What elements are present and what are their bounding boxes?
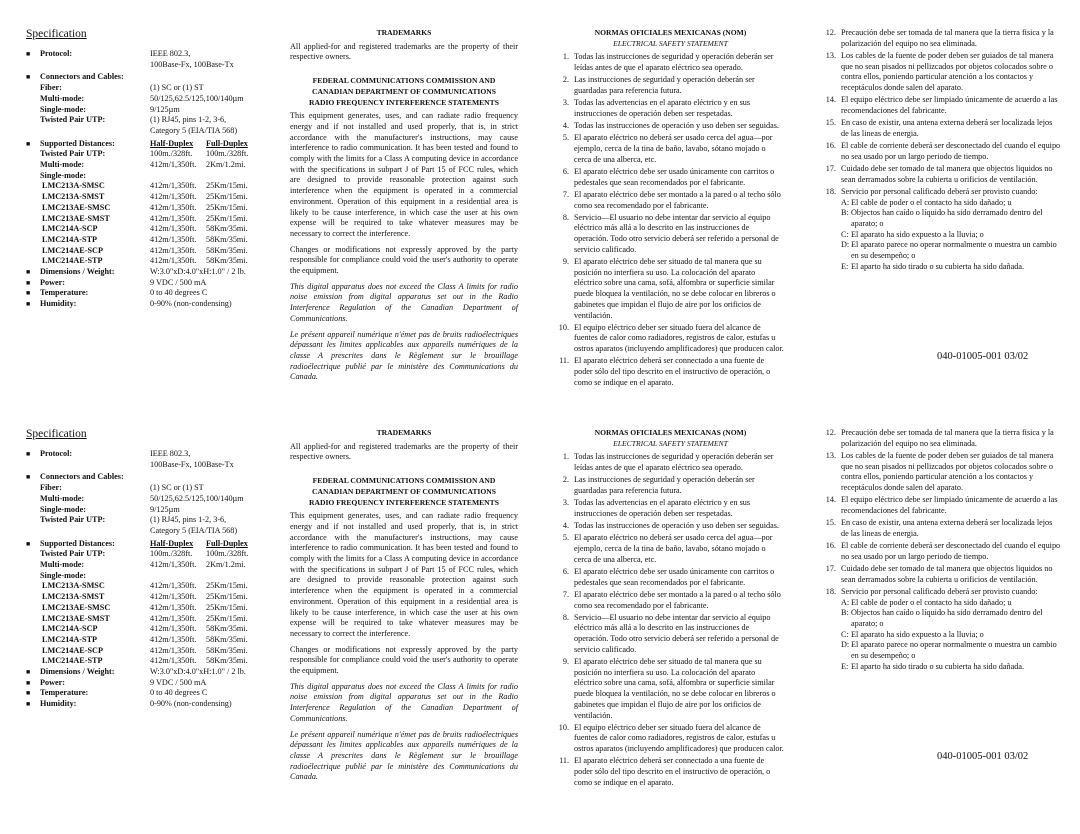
list-item: 8. Servicio—El usuario no debe intentar dar servicio al equipo eléctrico más allá a lo descrito en las instrucciones de operación. Todo otro servicio deberá ser referido a personal de servicio calificado. — [562, 212, 779, 254]
model-row: LMC214A-SCP 412m/1,350ft. 58Km/35mi. — [42, 624, 248, 634]
list-item: 4. Todas las instrucciones de operación y uso deben ser seguidas. — [562, 521, 779, 531]
nom-column-continued — [823, 428, 1061, 674]
model-row: LMC214A-STP 412m/1,350ft. 58Km/35mi. — [42, 634, 248, 644]
model-row: LMC213A-SMST 412m/1,350ft. 25Km/15mi. — [42, 192, 248, 202]
specification-column — [26, 428, 266, 710]
list-item: 17. Cuidado debe ser tomado de tal manera que objectos liquidos no sean derramados sobre la cubierta u orificios de ventilación. — [825, 163, 1053, 184]
spec-row-multimode: Multi-mode: 50/125,62.5/125,100/140µm — [40, 93, 244, 103]
fcc-title-1: FEDERAL COMMUNICATIONS COMMISSION AND — [312, 76, 496, 86]
list-item: 9. El aparato eléctrico debe ser situado de tal manera que su posición no interfiera su uso. La colocación del aparato eléctrico sobre una cama, sofá, alfombra or superficie similar puede bloquea la ventilación, no se debe colocar en libreros o gabinetes que impidan el flujo de aire por los orificios de ventilación. — [562, 257, 776, 320]
spec-row-twisted-pair-cont: Category 5 (EIA/TIA 568) — [150, 525, 238, 535]
nom-column — [557, 428, 784, 790]
model-row: LMC214AE-STP 412m/1,350ft. 58Km/35mi. — [42, 656, 248, 666]
sub-item: E: El aparto ha sido tirado o su cubierta ha sido dañada. — [841, 661, 1025, 671]
trademarks-title: TRADEMARKS — [376, 28, 432, 37]
sub-item: B: Objectos han caído o líquido ha sido derramado dentro del aparato; o — [841, 208, 1043, 228]
list-item: 11. El aparato eléctrico deberá ser connectado a una fuente de poder sólo del tipo descrito en el instructivo de operación, o como se indique en el aparato. — [559, 356, 771, 387]
trademarks-title: TRADEMARKS — [376, 428, 432, 437]
list-item: 10. El equipo eléctrico deber ser situado fuera del alcance de fuentes de calor como radiadores, registros de calor, estufas u ostros aparatos (incluyendo amplificadores) que producen calor. — [558, 722, 784, 754]
fcc-paragraph-2: Changes or modifications not expressly approved by the party responsible for compliance could void the user's authority to operate the equipment. — [290, 644, 518, 676]
model-row: LMC213A-SMSC 412m/1,350ft. 25Km/15mi. — [42, 581, 248, 591]
list-item: 3. Todas las advertencias en el aparato eléctrico y en sus instrucciones de operación deben ser respetadas. — [562, 98, 751, 118]
fcc-paragraph-3: This digital apparatus does not exceed the Class A limits for radio noise emission from digital apparatus set out in the Radio Interference Regulation of the Canadian Department of Communications. — [290, 681, 518, 723]
document-panel-bottom — [0, 400, 1080, 810]
spec-row-dist-sm: Single-mode: — [40, 170, 86, 180]
spec-row-dist-mm: Multi-mode: 412m/1,350ft. 2Km/1.2mi. — [40, 160, 246, 170]
spec-row-dimensions: ■ Dimensions / Weight: W:3.0"xD:4.0"xH:1.0" / 2 lb. — [26, 667, 266, 678]
list-item: 7. El aparato eléctrico debe ser montado a la pared o al techo sólo como sea recomendado por el fabricante. — [562, 189, 781, 210]
model-row: LMC213A-SMSC 412m/1,350ft. 25Km/15mi. — [42, 181, 248, 191]
list-item: 9. El aparato eléctrico debe ser situado de tal manera que su posición no interfiera su uso. La colocación del aparato eléctrico sobre una cama, sofá, alfombra or superficie similar puede bloquea la ventilación, no se debe colocar en libreros o gabinetes que impidan el flujo de aire por los orificios de ventilación. — [562, 657, 776, 720]
document-number: 040-01005-001 03/02 — [937, 351, 1029, 362]
trademarks-text: All applied-for and registered trademarks are the property of their respective owners. — [290, 441, 518, 462]
fcc-title-2: CANADIAN DEPARTMENT OF COMMUNICATIONS — [311, 486, 497, 496]
spec-row-dist-mm: Multi-mode: 412m/1,350ft. 2Km/1.2mi. — [40, 560, 246, 570]
document-panel-top — [0, 0, 1080, 410]
list-item: 16. El cable de corriente deberá ser desconectado del cuando el equipo no sea usado por un largo periodo de tiempo. — [825, 541, 1061, 561]
spec-row-power: ■ Power: 9 VDC / 500 mA — [26, 278, 266, 289]
spec-row-twisted-pair-cont: Category 5 (EIA/TIA 568) — [150, 125, 238, 135]
list-item: 12. Precaución debe ser tomada de tal manera que la tierra fisica y la polarización del equipo no sea eliminada. — [825, 28, 1054, 48]
spec-row-humidity: ■ Humidity: 0-90% (non-condensing) — [26, 699, 266, 710]
list-item: 12. Precaución debe ser tomada de tal manera que la tierra fisica y la polarización del equipo no sea eliminada. — [825, 428, 1054, 448]
spec-row-protocol-cont: 100Base-Fx, 100Base-Tx — [150, 59, 234, 69]
nom-title: NORMAS OFICIALES MEXICANAS (NOM) — [594, 28, 747, 37]
document-number: 040-01005-001 03/02 — [937, 751, 1029, 762]
nom-subtitle: ELECTRICAL SAFETY STATEMENT — [613, 438, 728, 448]
list-item: 14. El equipo eléctrico debe ser limpiado únicamente de acuerdo a las recomendaciones del fabricante. — [825, 95, 1058, 115]
spec-row-protocol: ■ Protocol: IEEE 802.3, — [26, 49, 266, 60]
fcc-paragraph-1: This equipment generates, uses, and can radiate radio frequency energy and if not installed and used properly, that is, in strict accordance with the manufacturer's instructions, may cause interference to radio communication. It has been tested and found to comply with the limits for a Class A computing device in accordance with the specifications in subpart J of Part 15 of FCC rules, which are designed to provide reasonable protection against such interference when the equipment is operated in a commercial environment. Operation of this equipment in a residential area is likely to be cause interference, in which case the user at his own expense will be required to take whatever measures may be necessary to correct the interference. — [290, 511, 518, 638]
model-row: LMC213AE-SMST 412m/1,350ft. 25Km/15mi. — [42, 613, 248, 623]
model-row: LMC214AE-SCP 412m/1,350ft. 58Km/35mi. — [42, 245, 248, 255]
model-row: LMC214AE-STP 412m/1,350ft. 58Km/35mi. — [42, 256, 248, 266]
list-item: 13. Los cables de la fuente de poder deben ser guiados de tal manera que no sean pisados ni pellizcados por objetos colocados sobre o contra ellos, poniendo particular atención a los contactos y receptáculos donde salen del aparato. — [825, 450, 1054, 493]
sub-item: E: El aparto ha sido tirado o su cubierta ha sido dañada. — [841, 261, 1025, 271]
nom-list — [557, 452, 784, 788]
list-item: 1. Todas las instrucciones de seguridad y operación deberán ser leídas antes de que el aparato eléctrico sea operado. — [562, 52, 774, 73]
list-item: 18. Servicio por personal calificado deberá ser provisto cuando: A: El cable de poder o el contacto ha sido dañado; u B: Objectos han caído o líquido ha sido derramado dentro del aparato; o C: El aparato ha sido expuesto a la lluvia; o D: El aparato parece no operar normalmente o muestra un cambio en su desempeño; o E: El aparto ha sido tirado o su cubierta ha sido dañada. — [823, 187, 1061, 273]
spec-row-dist-tp: Twisted Pair UTP: 100m./328ft. 100m./328ft. — [40, 549, 249, 559]
nom-column-continued — [823, 28, 1061, 274]
trademarks-text: All applied-for and registered trademarks are the property of their respective owners. — [290, 41, 518, 62]
spec-row-fiber: Fiber: (1) SC or (1) ST — [40, 483, 204, 493]
model-row: LMC213AE-SMSC 412m/1,350ft. 25Km/15mi. — [42, 602, 248, 612]
list-item: 18. Servicio por personal calificado deberá ser provisto cuando: A: El cable de poder o el contacto ha sido dañado; u B: Objectos han caído o líquido ha sido derramado dentro del aparato; o C: El aparato ha sido expuesto a la lluvia; o D: El aparato parece no operar normalmente o muestra un cambio en su desempeño; o E: El aparto ha sido tirado o su cubierta ha sido dañada. — [823, 587, 1061, 673]
list-item: 8. Servicio—El usuario no debe intentar dar servicio al equipo eléctrico más allá a lo descrito en las instrucciones de operación. Todo otro servicio deberá ser referido a personal de servicio calificado. — [562, 612, 779, 654]
specification-title: Specification — [26, 28, 87, 40]
fcc-title-1: FEDERAL COMMUNICATIONS COMMISSION AND — [312, 476, 496, 486]
nom-list — [557, 52, 784, 388]
spec-row-twisted-pair: Twisted Pair UTP: (1) RJ45, pins 1-2, 3-6, — [40, 115, 227, 125]
list-item: 7. El aparato eléctrico debe ser montado a la pared o al techo sólo como sea recomendado por el fabricante. — [562, 589, 781, 610]
trademarks-column — [290, 28, 518, 388]
spec-row-connectors: ■ Connectors and Cables: — [26, 472, 266, 483]
fcc-paragraph-2: Changes or modifications not expressly approved by the party responsible for compliance could void the user's authority to operate the equipment. — [290, 244, 518, 276]
fcc-title-2: CANADIAN DEPARTMENT OF COMMUNICATIONS — [311, 86, 497, 96]
model-row: LMC213AE-SMSC 412m/1,350ft. 25Km/15mi. — [42, 202, 248, 212]
list-item: 2. Las instrucciones de seguridad y operación deberán ser guardadas para referencia futura. — [562, 475, 755, 496]
sub-item: C: El aparato ha sido expuesto a la lluvia; o — [841, 629, 984, 639]
model-row: LMC214A-SCP 412m/1,350ft. 58Km/35mi. — [42, 224, 248, 234]
sub-item: A: El cable de poder o el contacto ha sido dañado; u — [841, 197, 1012, 207]
spec-row-power: ■ Power: 9 VDC / 500 mA — [26, 678, 266, 689]
spec-row-protocol-cont: 100Base-Fx, 100Base-Tx — [150, 459, 234, 469]
list-item: 3. Todas las advertencias en el aparato eléctrico y en sus instrucciones de operación deben ser respetadas. — [562, 498, 751, 518]
sub-item: D: El aparato parece no operar normalmente o muestra un cambio en su desempeño; o — [841, 240, 1057, 261]
list-item: 1. Todas las instrucciones de seguridad y operación deberán ser leídas antes de que el aparato eléctrico sea operado. — [562, 452, 774, 473]
model-row: LMC214A-STP 412m/1,350ft. 58Km/35mi. — [42, 234, 248, 244]
specification-column — [26, 28, 266, 310]
spec-row-humidity: ■ Humidity: 0-90% (non-condensing) — [26, 299, 266, 310]
spec-row-singlemode: Single-mode: 9/125µm — [40, 504, 180, 514]
list-item: 14. El equipo eléctrico debe ser limpiado únicamente de acuerdo a las recomendaciones del fabricante. — [825, 495, 1058, 515]
trademarks-column — [290, 428, 518, 788]
fcc-paragraph-3: This digital apparatus does not exceed the Class A limits for radio noise emission from digital apparatus set out in the Radio Interference Regulation of the Canadian Department of Communications. — [290, 281, 518, 323]
list-item: 5. El aparato eléctrico no deberá ser usado cerca del agua—por ejemplo, cerca de la tina de baño, lavabo, sótano mojado o cerca de una alberca, etc. — [562, 533, 773, 564]
list-item: 10. El equipo eléctrico deber ser situado fuera del alcance de fuentes de calor como radiadores, registros de calor, estufas u ostros aparatos (incluyendo amplificadores) que producen calor. — [558, 322, 784, 354]
sub-item: D: El aparato parece no operar normalmente o muestra un cambio en su desempeño; o — [841, 640, 1057, 661]
model-row: LMC214AE-SCP 412m/1,350ft. 58Km/35mi. — [42, 645, 248, 655]
spec-row-temperature: ■ Temperature: 0 to 40 degrees C — [26, 288, 266, 299]
spec-row-fiber: Fiber: (1) SC or (1) ST — [40, 83, 204, 93]
fcc-title-3: RADIO FREQUENCY INTERFERENCE STATEMENTS — [309, 97, 499, 107]
list-item: 6. El aparato eléctrico debe ser usado únicamente con carritos o pedestales que sean recomendados por el fabricante. — [562, 566, 775, 587]
specification-title: Specification — [26, 428, 87, 440]
nom-column — [557, 28, 784, 390]
spec-row-distances: ■ Supported Distances: Half-Duplex Full-Duplex — [26, 139, 266, 150]
model-row: LMC213AE-SMST 412m/1,350ft. 25Km/15mi. — [42, 213, 248, 223]
fcc-paragraph-4: Le présent appareil numérique n'émet pas de bruits radioélectriques dépassant les limites applicables aux appareils numériques de la classe A prescrites dans le Règlement sur le brouillage radioélectrique publié par le ministère des Communications du Canada. — [290, 729, 518, 782]
list-item: 4. Todas las instrucciones de operación y uso deben ser seguidas. — [562, 121, 779, 131]
fcc-title-3: RADIO FREQUENCY INTERFERENCE STATEMENTS — [309, 497, 499, 507]
list-item: 13. Los cables de la fuente de poder deben ser guiados de tal manera que no sean pisados ni pellizcados por objetos colocados sobre o contra ellos, poniendo particular atención a los contactos y receptáculos donde salen del aparato. — [825, 50, 1054, 93]
spec-row-connectors: ■ Connectors and Cables: — [26, 72, 266, 83]
sub-item: B: Objectos han caído o líquido ha sido derramado dentro del aparato; o — [841, 608, 1043, 628]
list-item: 15. En caso de existir, una antena externa deberá ser localizada lejos de las lineas de energia. — [825, 118, 1053, 138]
list-item: 16. El cable de corriente deberá ser desconectado del cuando el equipo no sea usado por un largo periodo de tiempo. — [825, 141, 1061, 161]
nom-title: NORMAS OFICIALES MEXICANAS (NOM) — [594, 428, 747, 437]
spec-row-dist-tp: Twisted Pair UTP: 100m./328ft. 100m./328ft. — [40, 149, 249, 159]
spec-row-twisted-pair: Twisted Pair UTP: (1) RJ45, pins 1-2, 3-6, — [40, 515, 227, 525]
nom-list-continued — [823, 28, 1061, 272]
spec-row-multimode: Multi-mode: 50/125,62.5/125,100/140µm — [40, 493, 244, 503]
spec-row-distances: ■ Supported Distances: Half-Duplex Full-Duplex — [26, 539, 266, 550]
list-item: 5. El aparato eléctrico no deberá ser usado cerca del agua—por ejemplo, cerca de la tina de baño, lavabo, sótano mojado o cerca de una alberca, etc. — [562, 133, 773, 164]
nom-list-continued — [823, 428, 1061, 672]
list-item: 2. Las instrucciones de seguridad y operación deberán ser guardadas para referencia futura. — [562, 75, 755, 96]
nom-subtitle: ELECTRICAL SAFETY STATEMENT — [613, 38, 728, 48]
spec-row-protocol: ■ Protocol: IEEE 802.3, — [26, 449, 266, 460]
model-row: LMC213A-SMST 412m/1,350ft. 25Km/15mi. — [42, 592, 248, 602]
fcc-paragraph-1: This equipment generates, uses, and can radiate radio frequency energy and if not installed and used properly, that is, in strict accordance with the manufacturer's instructions, may cause interference to radio communication. It has been tested and found to comply with the limits for a Class A computing device in accordance with the specifications in subpart J of Part 15 of FCC rules, which are designed to provide reasonable protection against such interference when the equipment is operated in a commercial environment. Operation of this equipment in a residential area is likely to be cause interference, in which case the user at his own expense will be required to take whatever measures may be necessary to correct the interference. — [290, 111, 518, 238]
spec-row-dist-sm: Single-mode: — [40, 570, 86, 580]
list-item: 17. Cuidado debe ser tomado de tal manera que objectos liquidos no sean derramados sobre la cubierta u orificios de ventilación. — [825, 563, 1053, 584]
spec-row-temperature: ■ Temperature: 0 to 40 degrees C — [26, 688, 266, 699]
fcc-paragraph-4: Le présent appareil numérique n'émet pas de bruits radioélectriques dépassant les limites applicables aux appareils numériques de la classe A prescrites dans le Règlement sur le brouillage radioélectrique publié par le ministère des Communications du Canada. — [290, 329, 518, 382]
list-item: 6. El aparato eléctrico debe ser usado únicamente con carritos o pedestales que sean recomendados por el fabricante. — [562, 166, 775, 187]
sub-item: A: El cable de poder o el contacto ha sido dañado; u — [841, 597, 1012, 607]
list-item: 11. El aparato eléctrico deberá ser connectado a una fuente de poder sólo del tipo descrito en el instructivo de operación, o como se indique en el aparato. — [559, 756, 771, 787]
list-item: 15. En caso de existir, una antena externa deberá ser localizada lejos de las lineas de energia. — [825, 518, 1053, 538]
sub-item: C: El aparato ha sido expuesto a la lluvia; o — [841, 229, 984, 239]
spec-row-dimensions: ■ Dimensions / Weight: W:3.0"xD:4.0"xH:1.0" / 2 lb. — [26, 267, 266, 278]
spec-row-singlemode: Single-mode: 9/125µm — [40, 104, 180, 114]
